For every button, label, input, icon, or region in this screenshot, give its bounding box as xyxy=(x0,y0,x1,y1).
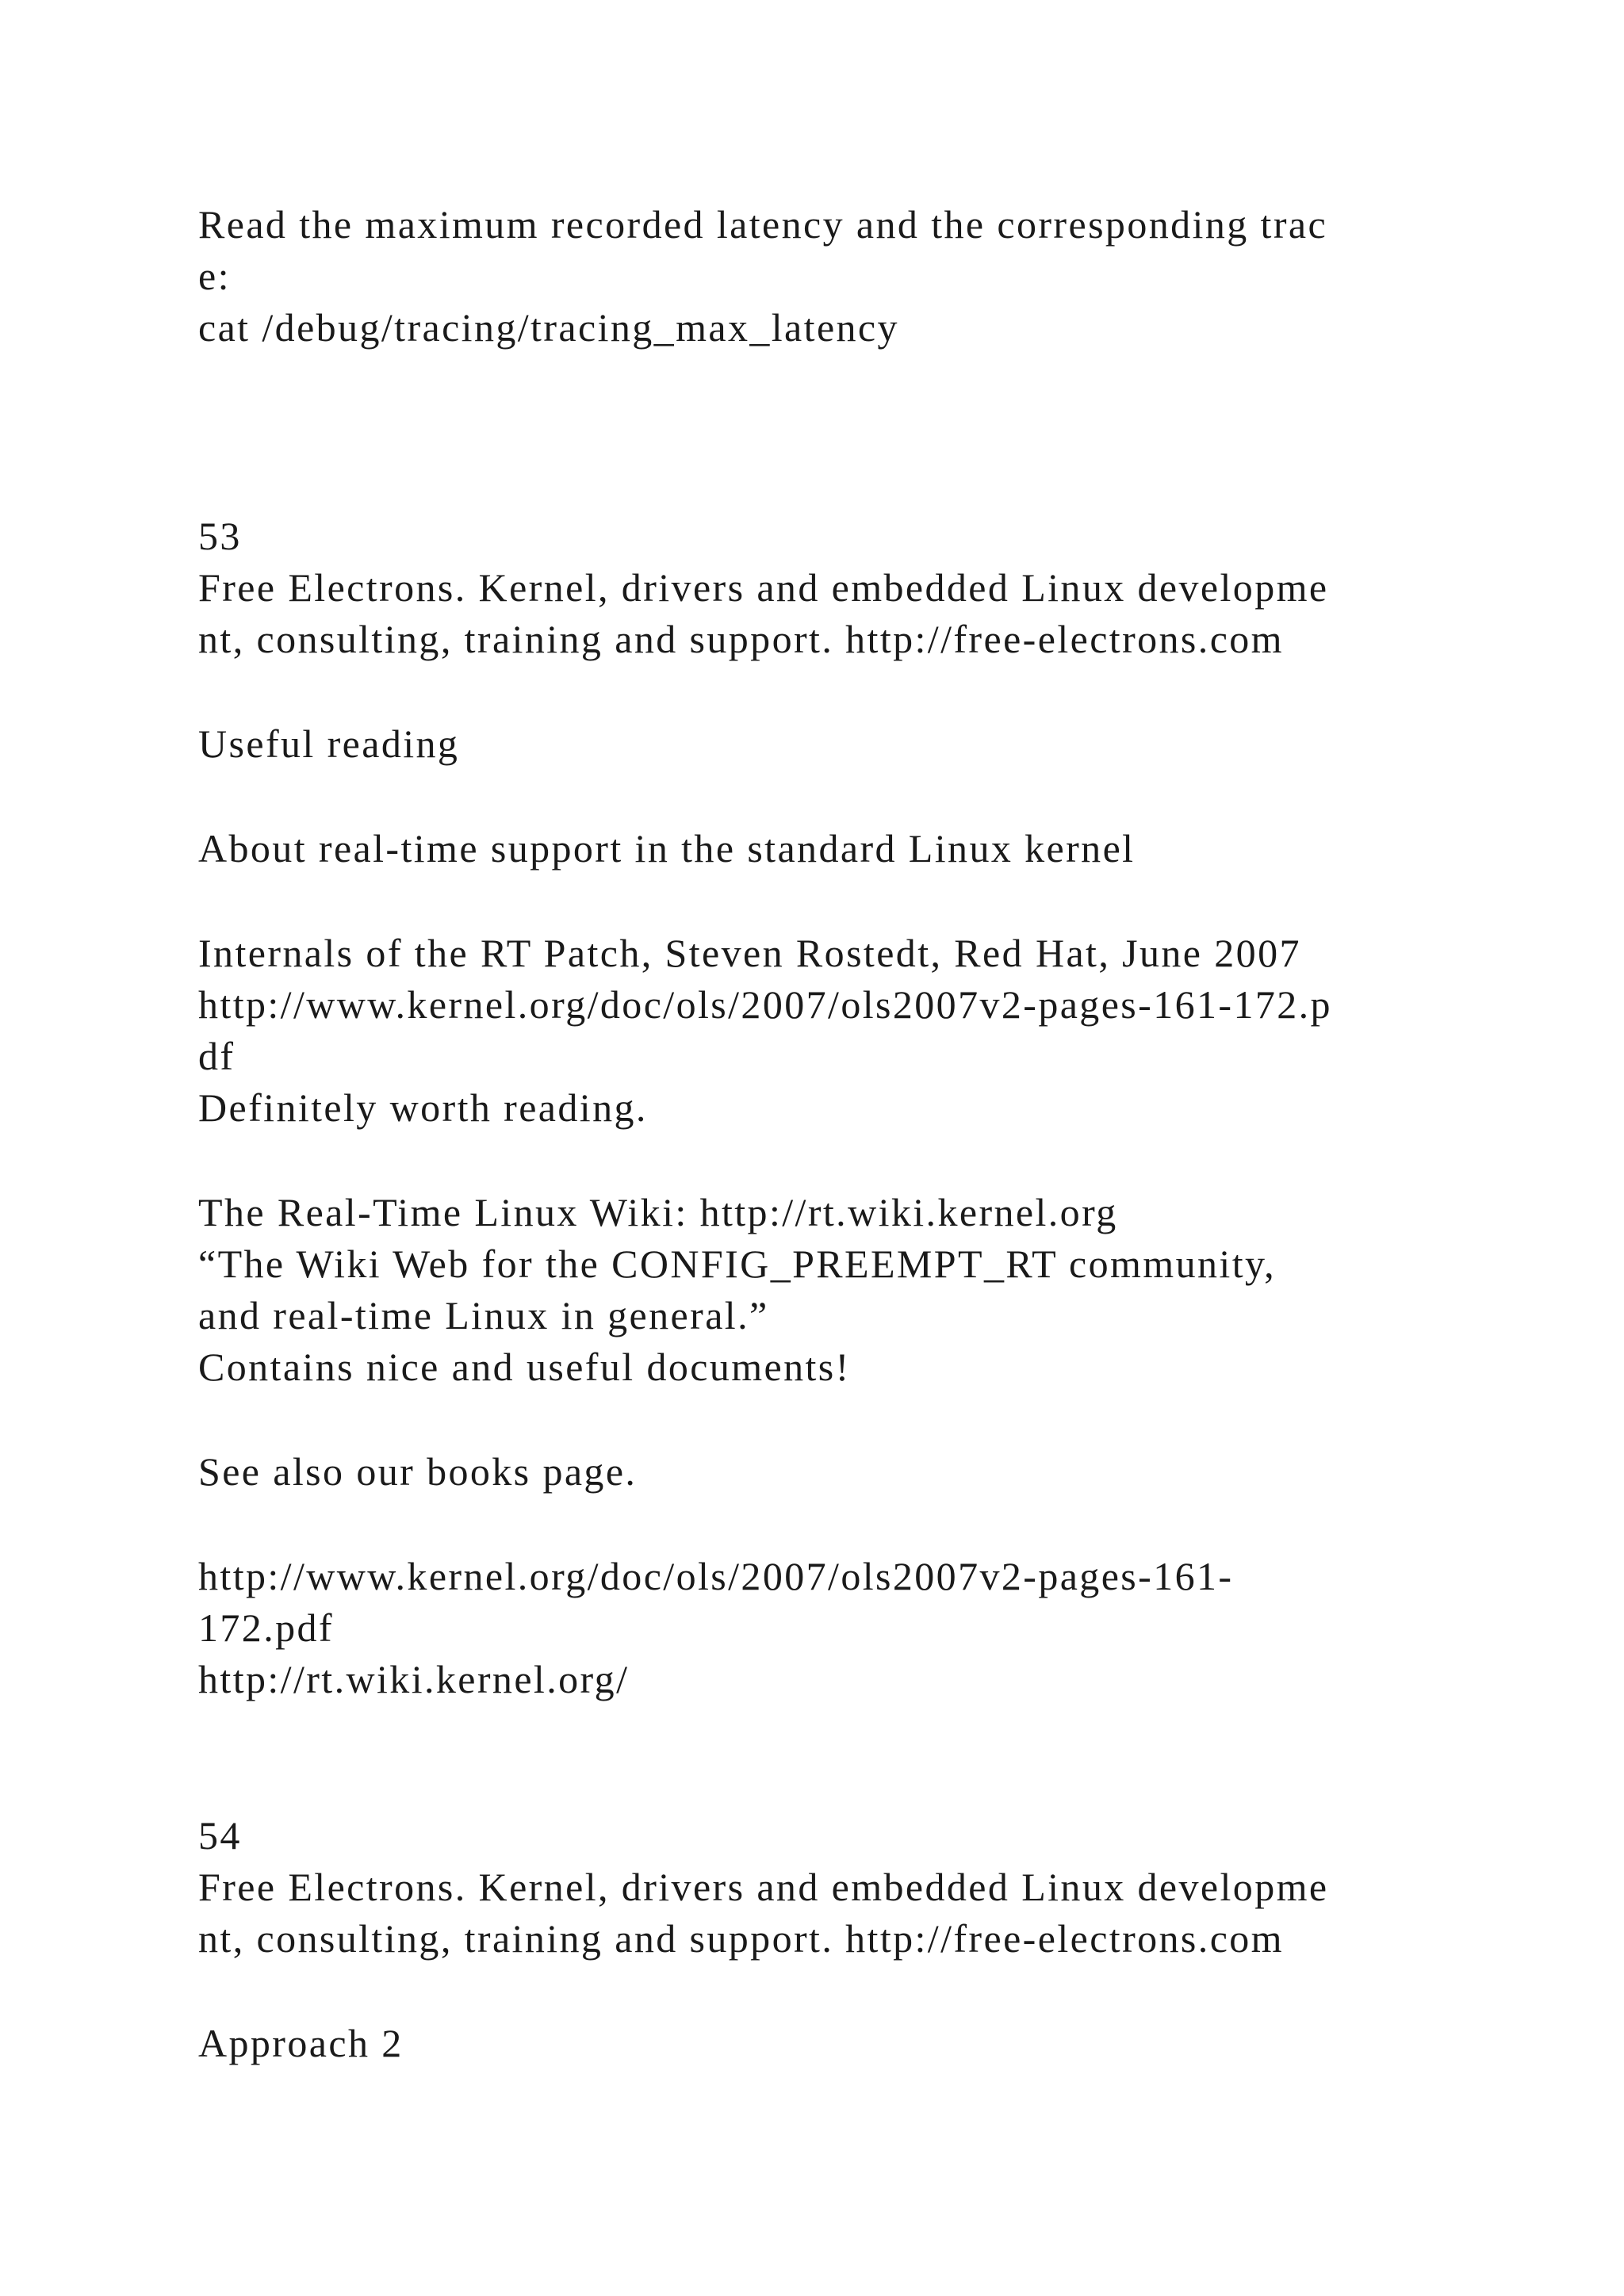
subheading: About real-time support in the standard Linux kernel xyxy=(198,826,1136,871)
text-line: The Real-Time Linux Wiki: http://rt.wiki.kernel.org xyxy=(198,1190,1118,1234)
footer-text: nt, consulting, training and support. http://free-electrons.com xyxy=(198,617,1284,661)
footer-text: Free Electrons. Kernel, drivers and embedded Linux developme xyxy=(198,565,1329,610)
section-heading: Useful reading xyxy=(198,721,460,766)
text-line: Contains nice and useful documents! xyxy=(198,1345,851,1389)
url-line: http://www.kernel.org/doc/ols/2007/ols2007v2-pages-161- xyxy=(198,1554,1234,1598)
url-line: df xyxy=(198,1034,236,1078)
url-line: http://rt.wiki.kernel.org/ xyxy=(198,1657,630,1701)
code-line: cat /debug/tracing/tracing_max_latency xyxy=(198,305,899,350)
text-line: Definitely worth reading. xyxy=(198,1085,648,1130)
text-line: See also our books page. xyxy=(198,1449,638,1494)
footer-text: Free Electrons. Kernel, drivers and embedded Linux developme xyxy=(198,1865,1329,1909)
text-line: “The Wiki Web for the CONFIG_PREEMPT_RT community, xyxy=(198,1242,1277,1286)
text-line: Read the maximum recorded latency and the corresponding trac xyxy=(198,202,1328,247)
url-line: 172.pdf xyxy=(198,1605,334,1650)
url-line: http://www.kernel.org/doc/ols/2007/ols2007v2-pages-161-172.p xyxy=(198,982,1332,1027)
text-line: and real-time Linux in general.” xyxy=(198,1293,769,1337)
slide-number: 53 xyxy=(198,514,242,558)
slide-number: 54 xyxy=(198,1813,242,1858)
footer-text: nt, consulting, training and support. http://free-electrons.com xyxy=(198,1916,1284,1961)
section-heading: Approach 2 xyxy=(198,2021,404,2065)
text-line: Internals of the RT Patch, Steven Rostedt, Red Hat, June 2007 xyxy=(198,931,1301,975)
text-line: e: xyxy=(198,254,231,298)
